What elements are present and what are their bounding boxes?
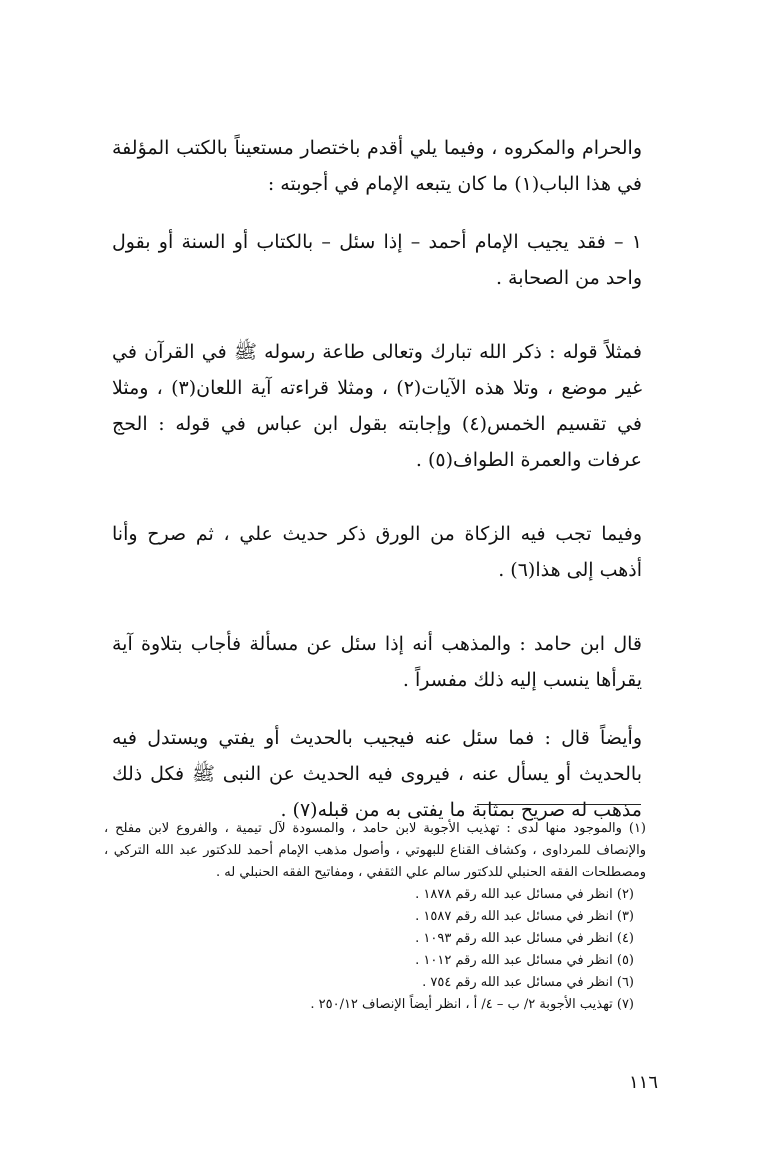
footnote-divider xyxy=(477,804,641,805)
footnote-5: (٥) انظر في مسائل عبد الله رقم ١٠١٢ . xyxy=(415,953,634,968)
paragraph-example: فمثلاً قوله : ذكر الله تبارك وتعالى طاعة رسوله ﷺ في القرآن في غير موضع ، وتلا هذه الآيات(٢) ، ومثلا قراءته آية اللعان(٣) ، ومثلا في تقسيم الخمس(٤) وإجابته بقول ابن عباس في قوله : الحج عرفات والعمرة الطواف(٥) . xyxy=(112,341,643,471)
footnote-6: (٦) انظر في مسائل عبد الله رقم ٧٥٤ . xyxy=(422,975,634,990)
paragraph-intro: والحرام والمكروه ، وفيما يلي أقدم باختصار مستعيناً بالكتب المؤلفة في هذا الباب(١) ما كان يتبعه الإمام في أجوبته : xyxy=(112,137,642,195)
footnote-2: (٢) انظر في مسائل عبد الله رقم ١٨٧٨ . xyxy=(415,887,634,902)
paragraph-point-one: ١ – فقد يجيب الإمام أحمد – إذا سئل – بالكتاب أو السنة أو بقول واحد من الصحابة . xyxy=(112,231,642,289)
paragraph-ibn-hamid: قال ابن حامد : والمذهب أنه إذا سئل عن مسألة فأجاب بتلاوة آية يقرأها ينسب إليه ذلك مفسراً . xyxy=(112,633,642,691)
footnote-7: (٧) تهذيب الأجوبة ٢/ ب – ٤/ أ ، انظر أيضاً الإنصاف ٢٥٠/١٢ . xyxy=(310,997,634,1012)
footnote-1: (١) والموجود منها لدى : تهذيب الأجوبة لابن حامد ، والمسودة لآل تيمية ، والفروع لابن مفلح ، والإنصاف للمرداوى ، وكشاف القناع للبهوتي ، وأصول مذهب الإمام أحمد للدكتور عبد الله التركي ، ومصطلحات الفقه الحنبلي للدكتور سالم علي الثقفي ، ومفاتيح الفقه الحنبلي له . xyxy=(104,821,646,880)
footnote-4: (٤) انظر في مسائل عبد الله رقم ١٠٩٣ . xyxy=(415,931,634,946)
footnote-3: (٣) انظر في مسائل عبد الله رقم ١٥٨٧ . xyxy=(415,909,634,924)
main-text xyxy=(112,130,642,828)
footnotes xyxy=(104,818,646,1016)
page-number: ١١٦ xyxy=(628,1072,658,1093)
paragraph-also: وأيضاً قال : فما سئل عنه فيجيب بالحديث أو يفتي ويستدل فيه بالحديث أو يسأل عنه ، فيروى فيه الحديث عن النبى ﷺ فكل ذلك مذهب له صريح بمثابة ما يفتى به من قبله(٧) . xyxy=(112,727,642,821)
paragraph-zakat: وفيما تجب فيه الزكاة من الورق ذكر حديث علي ، ثم صرح وأنا أذهب إلى هذا(٦) . xyxy=(112,523,642,581)
